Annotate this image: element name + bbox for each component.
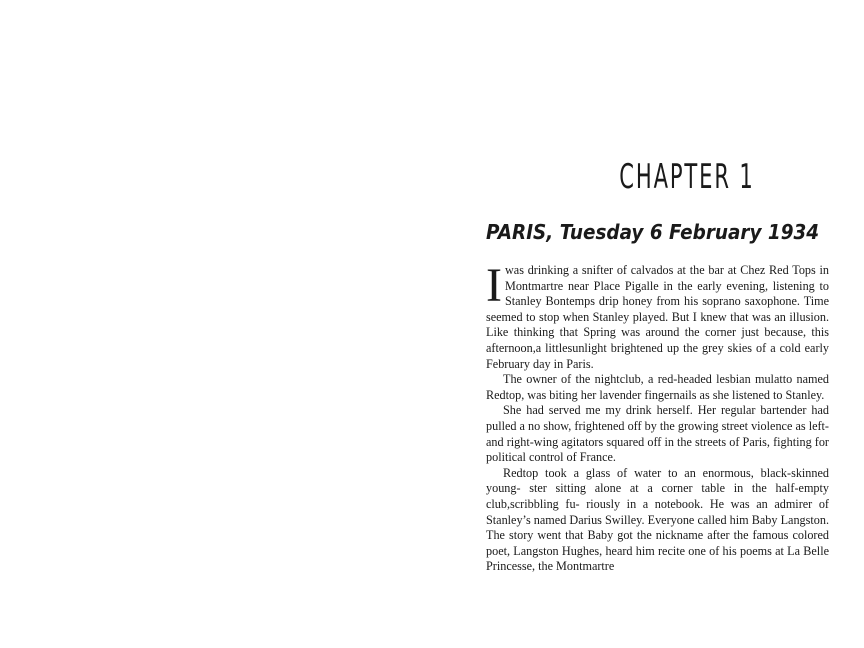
- paragraph: [486, 259, 829, 372]
- paragraph-text: was drinking a snifter of calvados at the bar at Chez Red Tops in Montmartre near Place Pigalle in the early evening, listening to Stanley Bontemps drip honey from his soprano saxophone. Time seemed to stop when Stanley played. But I knew that was an illusion. Like thinking that Spring was around the corner just because, this afternoon,a littlesunlight brightened up the grey skies of a cold early February day in Paris.: [486, 263, 829, 371]
- chapter-title: CHAPTER 1: [619, 157, 755, 197]
- right-page: [432, 0, 864, 648]
- drop-cap: I: [486, 259, 502, 312]
- paragraph: She had served me my drink herself. Her regular bartender had pulled a no show, frightened off by the growing street violence as left- and right-wing agitators squared off in the streets of Paris, fighting for political control of France.: [486, 403, 829, 465]
- chapter-body: [486, 259, 829, 575]
- section-heading: PARIS, Tuesday 6 February 1934: [486, 220, 820, 244]
- paragraph: The owner of the nightclub, a red-headed lesbian mulatto named Redtop, was biting her lavender fingernails as she listened to Stanley.: [486, 372, 829, 402]
- paragraph: Redtop took a glass of water to an enormous, black-skinned young- ster sitting alone at a corner table in the half-empty club,scribbling fu- riously in a notebook. He was an admirer of Stanley’s named Darius Swilley. Everyone called him Baby Langston. The story went that Baby got the nickname after the famous colored poet, Langston Hughes, heard him recite one of his poems at La Belle Princesse, the Montmartre: [486, 465, 829, 574]
